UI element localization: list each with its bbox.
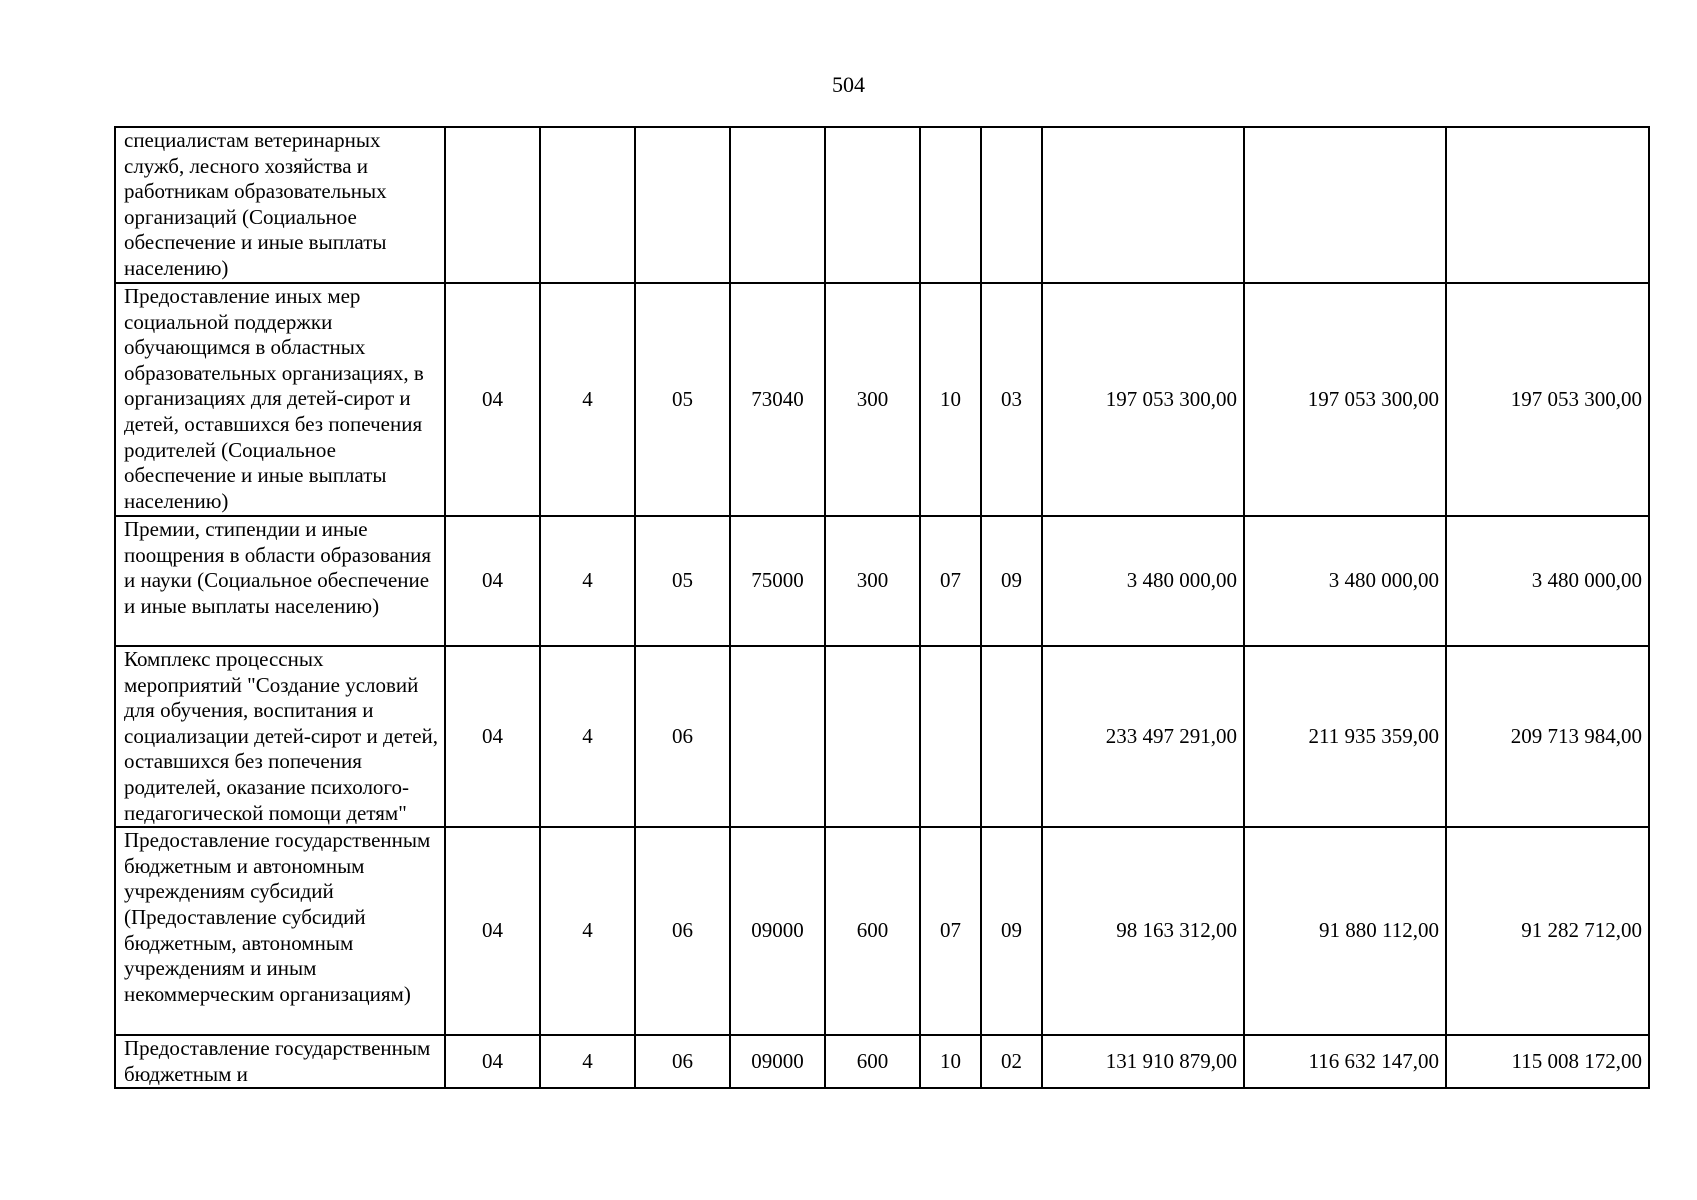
row-name: Предоставление государственным бюджетным и [115,1035,445,1088]
table-row [115,283,1649,516]
table-row [115,127,1649,283]
amount-cell: 3 480 000,00 [1244,516,1446,646]
row-name: Предоставление иных мер социальной поддержки обучающимся в областных образовательных организациях, в организациях для детей-сирот и детей, оставшихся без попечения родителей (Социальное обеспечение и иные выплаты населению) [115,283,445,516]
code-cell [825,646,920,827]
amount-cell: 233 497 291,00 [1042,646,1244,827]
code-cell: 06 [635,646,730,827]
code-cell: 05 [635,516,730,646]
amount-cell: 131 910 879,00 [1042,1035,1244,1088]
amount-cell [1446,127,1649,283]
code-cell: 4 [540,283,635,516]
code-cell: 04 [445,516,540,646]
code-cell: 4 [540,646,635,827]
code-cell: 03 [981,283,1042,516]
code-cell: 09 [981,827,1042,1035]
amount-cell [1042,127,1244,283]
code-cell [445,127,540,283]
amount-cell [1244,127,1446,283]
code-cell [920,646,981,827]
code-cell: 10 [920,283,981,516]
code-cell [825,127,920,283]
table-row [115,516,1649,646]
code-cell: 07 [920,516,981,646]
code-cell: 4 [540,1035,635,1088]
code-cell: 600 [825,827,920,1035]
code-cell [635,127,730,283]
code-cell: 04 [445,1035,540,1088]
code-cell [981,646,1042,827]
amount-cell: 116 632 147,00 [1244,1035,1446,1088]
amount-cell: 3 480 000,00 [1042,516,1244,646]
amount-cell: 115 008 172,00 [1446,1035,1649,1088]
code-cell: 05 [635,283,730,516]
amount-cell: 3 480 000,00 [1446,516,1649,646]
code-cell: 75000 [730,516,825,646]
code-cell: 73040 [730,283,825,516]
amount-cell: 98 163 312,00 [1042,827,1244,1035]
code-cell: 04 [445,827,540,1035]
code-cell [981,127,1042,283]
code-cell [540,127,635,283]
code-cell: 300 [825,516,920,646]
code-cell: 04 [445,283,540,516]
code-cell: 300 [825,283,920,516]
code-cell: 06 [635,827,730,1035]
code-cell: 07 [920,827,981,1035]
code-cell: 4 [540,827,635,1035]
budget-table [114,126,1650,1089]
code-cell [730,127,825,283]
code-cell [730,646,825,827]
amount-cell: 211 935 359,00 [1244,646,1446,827]
row-name: Предоставление государственным бюджетным и автономным учреждениям субсидий (Предоставление субсидий бюджетным, автономным учреждениям и иным некоммерческим организациям) [115,827,445,1035]
code-cell: 4 [540,516,635,646]
code-cell: 02 [981,1035,1042,1088]
code-cell [920,127,981,283]
table-row [115,827,1649,1035]
table-row [115,646,1649,827]
amount-cell: 209 713 984,00 [1446,646,1649,827]
row-name: Комплекс процессных мероприятий "Создание условий для обучения, воспитания и социализации детей-сирот и детей, оставшихся без попечения родителей, оказание психолого-педагогической помощи детям" [115,646,445,827]
amount-cell: 91 880 112,00 [1244,827,1446,1035]
page-number: 504 [832,72,865,97]
amount-cell: 197 053 300,00 [1244,283,1446,516]
code-cell: 600 [825,1035,920,1088]
code-cell: 04 [445,646,540,827]
table-row [115,1035,1649,1088]
row-name: Премии, стипендии и иные поощрения в области образования и науки (Социальное обеспечение и иные выплаты населению) [115,516,445,646]
code-cell: 09000 [730,827,825,1035]
amount-cell: 91 282 712,00 [1446,827,1649,1035]
code-cell: 09000 [730,1035,825,1088]
code-cell: 10 [920,1035,981,1088]
amount-cell: 197 053 300,00 [1042,283,1244,516]
amount-cell: 197 053 300,00 [1446,283,1649,516]
code-cell: 06 [635,1035,730,1088]
row-name: специалистам ветеринарных служб, лесного хозяйства и работникам образовательных организаций (Социальное обеспечение и иные выплаты населению) [115,127,445,283]
code-cell: 09 [981,516,1042,646]
